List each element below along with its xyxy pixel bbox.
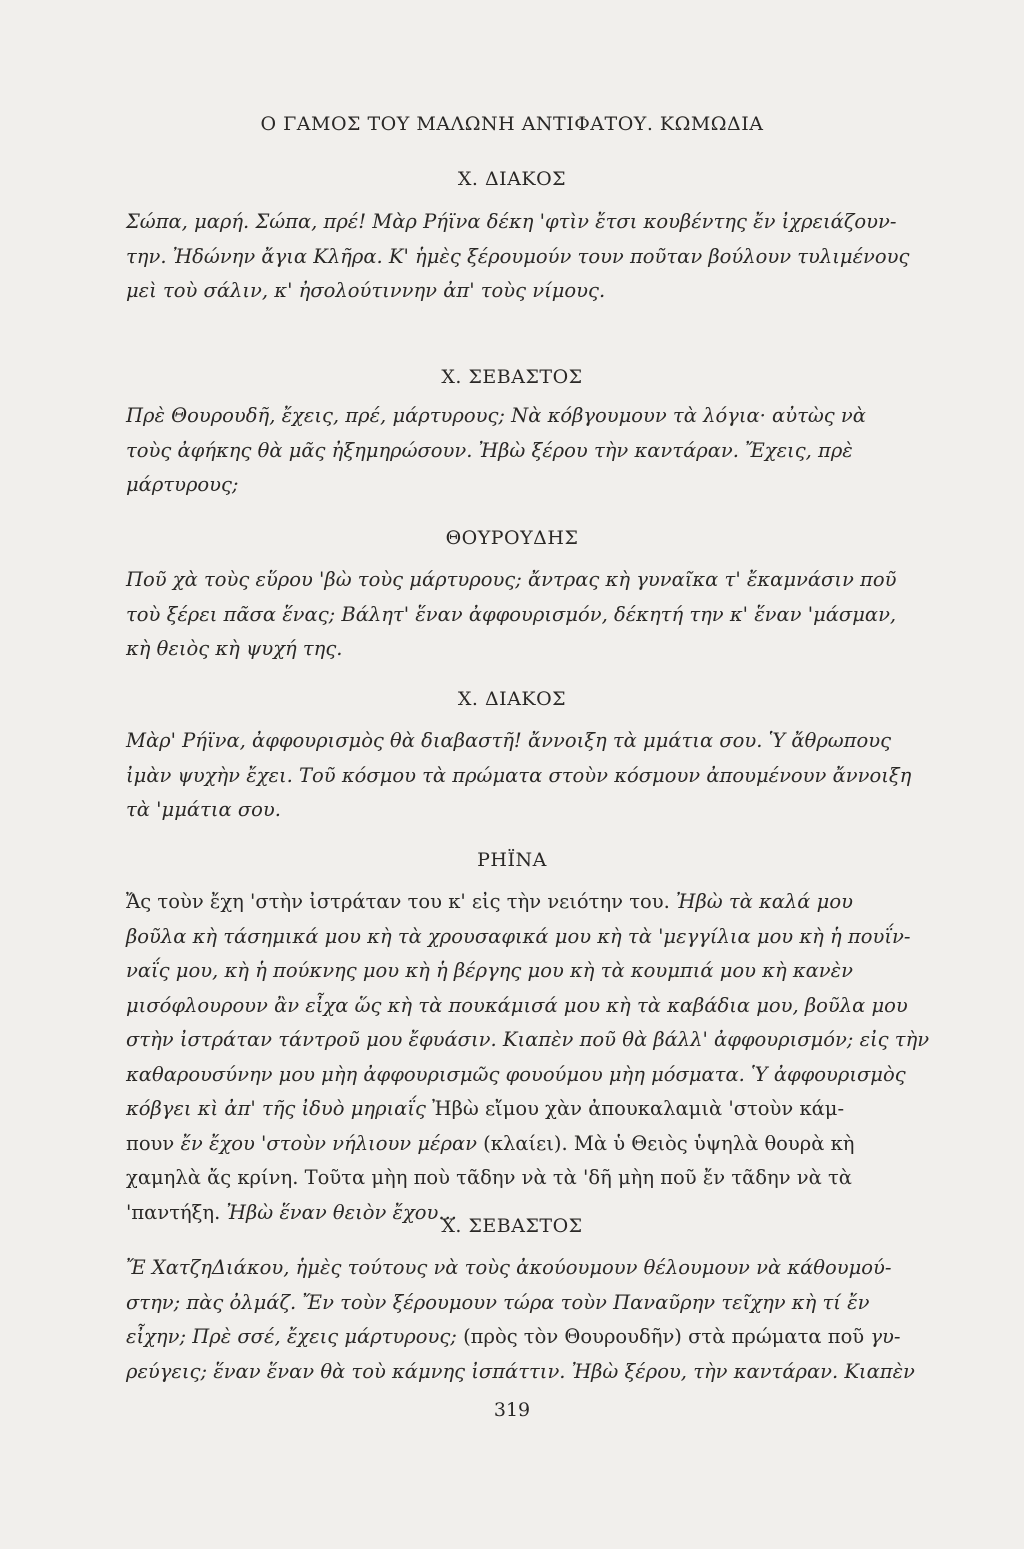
speaker-name: Χ. ΣΕΒΑΣΤΟΣ [441, 1215, 583, 1237]
text-line [126, 954, 853, 989]
text-line [126, 793, 838, 828]
italic-text-segment: Ποῦ χὰ τοὺς εὕρου 'βὼ τοὺς μάρτυρους; ἄντρας κὴ γυναῖκα τ' ἔκαμνάσιν ποῦ [126, 568, 897, 591]
text-line [126, 1251, 892, 1286]
italic-text-segment: ἰμὰν ψυχὴν ἔχει. Τοῦ κόσμου τὰ πρώματα στοὺν κόσμουν ἀπουμένουν ἄννοιξη [126, 763, 912, 787]
italic-text-segment: Ἠβὼ τὰ καλά μου [675, 890, 853, 913]
italic-text-segment: μεὶ τοὺ σάλιν, κ' ἠσολούτιννην ἀπ' τοὺς νίμους. [126, 279, 606, 302]
roman-text-segment: πουν [126, 1131, 181, 1155]
text-line [126, 434, 853, 469]
text-line [126, 1286, 870, 1321]
italic-text-segment: ναΐς μου, κὴ ἡ πούκνης μου κὴ ἡ βέργης μου κὴ τὰ κουμπιά μου κὴ κανὲν [126, 959, 853, 982]
speaker-name: ΘΟΥΡΟΥΔΗΣ [445, 527, 579, 549]
italic-text-segment: βοῦλα κὴ τάσημικά μου κὴ τὰ χρουσαφικά μου κὴ τὰ 'μεγγίλια μου κὴ ἡ πουΐν- [126, 924, 911, 948]
italic-text-segment: στην; πὰς ὀλμάζ. Ἔν τοὺν ξέρουμουν τώρα τοὺν Παναῦρην τεῖχην κὴ τί ἔν [126, 1290, 870, 1314]
italic-text-segment: τοὺς ἀφήκης θὰ μᾶς ἠξημηρώσουν. Ἠβὼ ξέρου τὴν καντάραν. Ἔχεις, πρὲ [126, 438, 853, 462]
text-line [126, 632, 838, 667]
roman-text-segment: (κλαίει). Μὰ ὑ Θειὸς ὑψηλὰ θουρὰ κὴ [476, 1131, 855, 1155]
italic-text-segment: Σώπα, μαρή. Σώπα, πρέ! Μὰρ Ρήϊνα δέκη 'φτὶν ἔτσι κουβέντης ἔν ἰχρειάζουν- [126, 210, 897, 233]
italic-text-segment: Πρὲ Θουρουδῆ, ἔχεις, πρέ, μάρτυρους; Νὰ κόβγουμουν τὰ λόγια· αὐτὼς νὰ [126, 404, 866, 427]
speaker-name: ΡΗΪΝΑ [477, 849, 547, 871]
italic-text-segment: κόβγει κὶ ἀπ' τῆς ἰδυὸ μηριαΐς [126, 1097, 433, 1120]
italic-text-segment: στὴν ἰστράταν τάντροῦ μου ἔφυάσιν. Κιαπὲν ποῦ θὰ βάλλ' ἀφφουρισμόν; εἰς τὴν [126, 1028, 930, 1051]
text-line [126, 989, 908, 1024]
roman-text-segment: 'παντήξη. [126, 1200, 227, 1224]
speaker-name: Χ. ΣΕΒΑΣΤΟΣ [441, 366, 583, 388]
text-line [126, 759, 912, 794]
italic-text-segment: ρεύγεις; ἕναν ἕναν θὰ τοὺ κάμνης ἰσπάττιν. Ἠβὼ ξέρου, τὴν καντάραν. Κιαπὲν [126, 1359, 915, 1383]
roman-text-segment: χαμηλὰ ἄς κρίνη. Τοῦτα μὴη ποὺ τᾶδην νὰ τὰ 'δῆ μὴη ποῦ ἔν τᾶδην νὰ τὰ [126, 1166, 852, 1189]
speaker-name: Χ. ΔΙΑΚΟΣ [457, 168, 567, 190]
italic-text-segment: Μὰρ' Ρήϊνα, ἀφφουρισμὸς θὰ διαβαστῆ! ἄννοιξη τὰ μμάτια σου. Ὑ ἄθρωπους [126, 729, 892, 752]
text-line [126, 920, 911, 955]
text-line [126, 1023, 930, 1058]
italic-text-segment: τοὺ ξέρει πᾶσα ἕνας; Βάλητ' ἕναν ἀφφουρισμόν, δέκητή την κ' ἕναν 'μάσμαν, [126, 602, 897, 626]
roman-text-segment: Ἠβὼ εἴμου χὰν ἀπουκαλαμιὰ 'στοὺν κάμ- [432, 1097, 845, 1120]
roman-text-segment: (πρὸς τὸν Θουρουδῆν) στὰ πρώματα ποῦ [463, 1325, 865, 1348]
text-line [126, 240, 910, 275]
speech-paragraph [126, 1251, 915, 1389]
text-line [126, 724, 892, 759]
italic-text-segment: καθαρουσύνην μου μὴη ἀφφουρισμῶς φουούμου μὴη μόσματα. Ὑ ἀφφουρισμὸς [126, 1062, 906, 1086]
italic-text-segment: Ἔ ΧατζηΔιάκου, ἡμὲς τούτους νὰ τοὺς ἀκούουμουν θέλουμουν νὰ κάθουμού- [126, 1256, 892, 1279]
italic-text-segment: την. Ἠδώνην ἄγια Κλῆρα. Κ' ἡμὲς ξέρουμούν τουν ποῦταν βούλουν τυλιμένους [126, 244, 910, 268]
text-line [126, 274, 838, 309]
italic-text-segment: Ἠβὼ ἕναν θειὸν ἔχου... [226, 1200, 457, 1224]
text-line [126, 1127, 855, 1162]
text-line [126, 885, 853, 920]
running-head: Ο ΓΑΜΟΣ ΤΟΥ ΜΑΛΩΝΗ ΑΝΤΙΦΑΤΟΥ. ΚΩΜΩΔΙΑ [260, 113, 764, 135]
text-line [126, 1092, 845, 1127]
text-line [126, 598, 897, 633]
italic-text-segment: γυ- [864, 1325, 901, 1348]
italic-text-segment: κὴ θειὸς κὴ ψυχή της. [126, 637, 343, 660]
text-line [126, 468, 838, 503]
italic-text-segment: εἶχην; Πρὲ σσέ, ἔχεις μάρτυρους; [126, 1325, 464, 1348]
italic-text-segment: μάρτυρους; [126, 473, 239, 496]
speech-paragraph [126, 724, 912, 828]
text-line [126, 1320, 901, 1355]
text-line [126, 1058, 906, 1093]
speech-paragraph [126, 399, 866, 503]
text-line [126, 563, 897, 598]
page-number: 319 [493, 1399, 531, 1421]
text-line [126, 1355, 915, 1390]
italic-text-segment: ἔν ἔχου 'στοὺν νήλιουν μέραν [180, 1131, 477, 1155]
text-line [126, 205, 897, 240]
italic-text-segment: μισόφλουρουν ἂν εἶχα ὥς κὴ τὰ πουκάμισά μου κὴ τὰ καβάδια μου, βοῦλα μου [126, 993, 908, 1017]
speaker-name: Χ. ΔΙΑΚΟΣ [457, 688, 567, 710]
speech-paragraph [126, 563, 897, 667]
italic-text-segment: τὰ 'μμάτια σου. [126, 798, 281, 821]
roman-text-segment: Ἄς τοὺν ἔχη 'στὴν ἰστράταν του κ' εἰς τὴν νειότην του. [126, 890, 676, 913]
speech-paragraph [126, 205, 910, 309]
text-line [126, 399, 866, 434]
speech-paragraph [126, 885, 930, 1230]
text-line [126, 1161, 852, 1196]
